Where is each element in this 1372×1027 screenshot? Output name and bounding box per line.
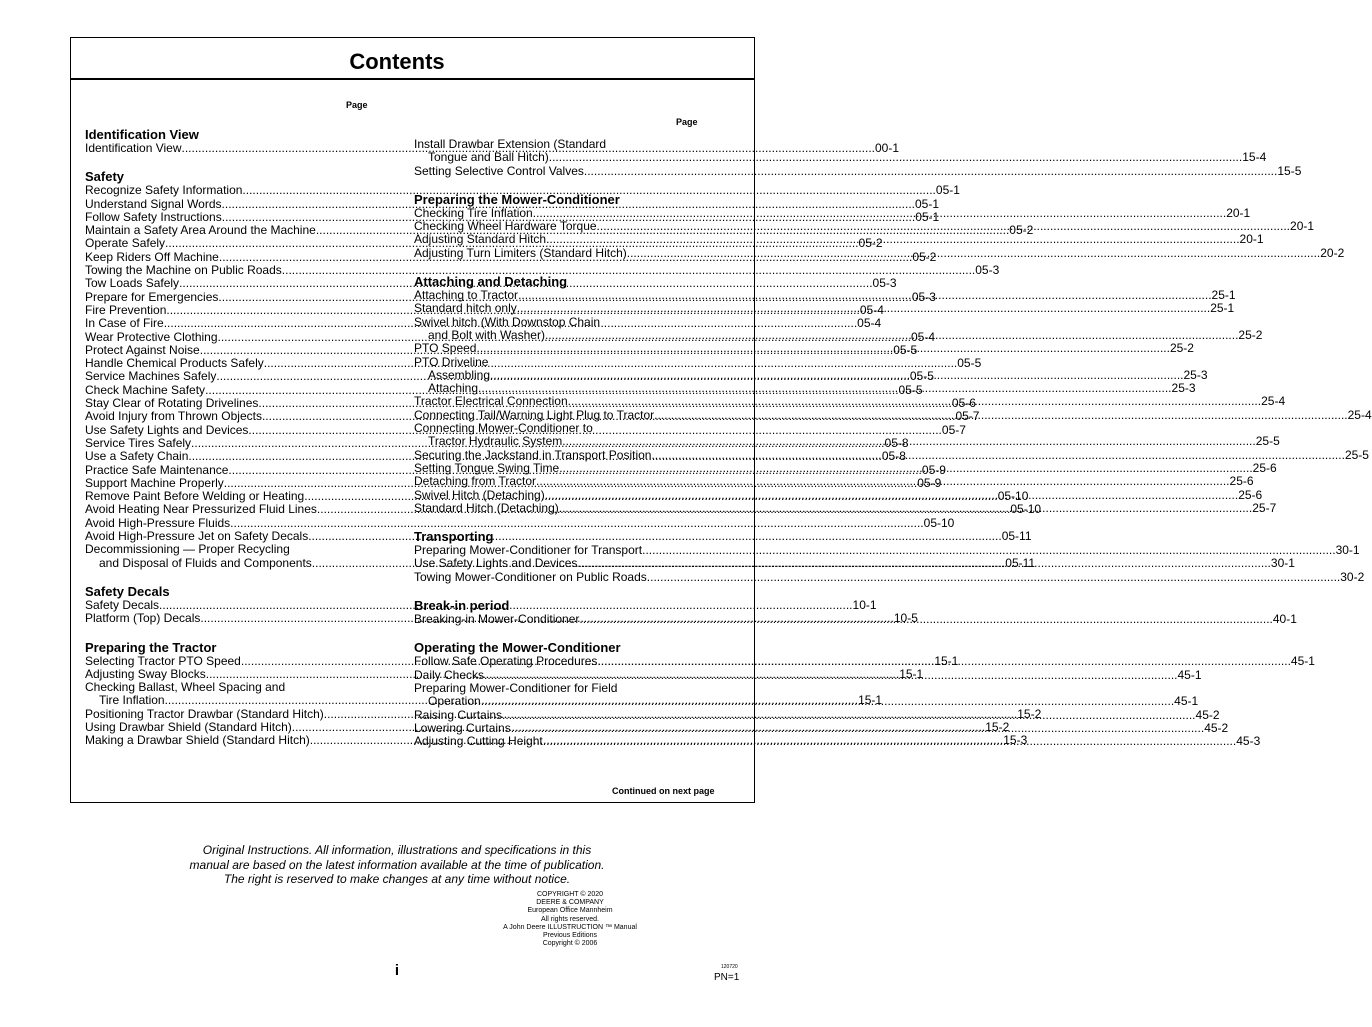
- copyright-line: Copyright © 2006: [542, 940, 598, 948]
- toc-entry-page: 05-9: [921, 462, 946, 477]
- toc-entry-page: 25-2: [1238, 327, 1263, 342]
- dot-leader: [502, 706, 1195, 722]
- toc-entry-page: 05-1: [915, 196, 940, 211]
- dot-leader: [568, 395, 1261, 411]
- toc-entry-label: Use a Safety Chain: [85, 449, 189, 464]
- notice-line: The right is reserved to make changes at any time without notice.: [223, 872, 571, 886]
- copyright-line: European Office Mannheim: [527, 907, 613, 915]
- toc-entry-label: Attaching to Tractor: [414, 288, 519, 303]
- toc-entry[interactable]: [414, 316, 700, 329]
- toc-entry-label: Making a Drawbar Shield (Standard Hitch): [85, 733, 310, 748]
- toc-entry-page: 05-7: [955, 409, 980, 424]
- toc-entry-page: 25-4: [1261, 394, 1286, 409]
- dot-leader: [559, 502, 1252, 515]
- toc-entry-page: 10-5: [893, 611, 918, 626]
- toc-entry[interactable]: [85, 515, 955, 530]
- toc-entry-page: 20-1: [1290, 219, 1315, 234]
- toc-entry-page: 25-1: [1211, 288, 1236, 303]
- doc-code: 120720: [721, 964, 738, 970]
- toc-entry-label: PTO Driveline: [414, 354, 489, 369]
- toc-entry-page: 15-1: [934, 653, 959, 668]
- toc-entry[interactable]: [414, 356, 700, 369]
- toc-entry-label: Avoid High-Pressure Fluids: [85, 515, 231, 530]
- toc-entry-label: Avoid High-Pressure Jet on Safety Decals: [85, 529, 309, 544]
- toc-entry-label: Follow Safe Operating Procedures: [414, 654, 598, 669]
- dot-leader: [518, 289, 1211, 302]
- toc-entry-label: Checking Wheel Hardware Torque: [414, 219, 597, 234]
- toc-entry[interactable]: [414, 163, 1302, 178]
- toc-entry-label: Selecting Tractor PTO Speed: [85, 653, 241, 668]
- toc-entry-page: 05-5: [909, 369, 934, 384]
- toc-entry-label: Swivel Hitch (Detaching): [414, 487, 545, 502]
- toc-entry-page: 05-11: [1005, 555, 1036, 570]
- toc-entry-page: 05-10: [923, 515, 955, 530]
- toc-entry[interactable]: [414, 569, 1365, 584]
- toc-entry-page: 05-4: [910, 329, 936, 344]
- dot-leader: [536, 475, 1229, 488]
- toc-entry-page: 00-1: [874, 141, 900, 155]
- dot-leader: [647, 571, 1340, 584]
- toc-entry-label: Tongue and Ball Hitch): [428, 150, 549, 165]
- toc-entry-page: 25-6: [1229, 474, 1254, 489]
- dot-leader: [579, 613, 1272, 626]
- toc-entry-label: Handle Chemical Products Safely: [85, 356, 264, 371]
- toc-entry-label: Swivel hitch (With Downstop Chain: [414, 314, 601, 329]
- toc-entry-label: Setting Selective Control Valves: [414, 163, 584, 178]
- notice-line: manual are based on the latest information available at the time of publication.: [189, 857, 605, 872]
- dot-leader: [533, 207, 1226, 220]
- section-title[interactable]: Break-in period: [414, 598, 510, 614]
- toc-entry-page: 15-2: [985, 719, 1010, 734]
- toc-entry-page: 05-1: [915, 209, 940, 224]
- dot-leader: [490, 369, 1183, 382]
- toc-entry-page: 25-6: [1238, 487, 1263, 502]
- toc-entry-page: 30-2: [1340, 569, 1365, 584]
- toc-entry-page: 45-2: [1195, 707, 1220, 722]
- toc-entry-label: Check Machine Safety: [85, 382, 206, 397]
- toc-entry-label: Raising Curtains: [414, 707, 503, 722]
- section-title[interactable]: Preparing the Mower-Conditioner: [414, 191, 620, 207]
- toc-entry-page: 05-5: [893, 342, 918, 357]
- toc-entry[interactable]: [414, 422, 700, 435]
- toc-entry-label: Use Safety Lights and Devices: [414, 556, 578, 571]
- toc-entry-page: 25-4: [1347, 407, 1372, 422]
- dot-leader: [597, 220, 1290, 233]
- toc-entry-label: Operation: [428, 694, 481, 709]
- section-title[interactable]: Safety: [85, 169, 125, 185]
- toc-entry-label: Wear Protective Clothing: [85, 329, 218, 344]
- section-title[interactable]: Attaching and Detaching: [414, 274, 568, 290]
- toc-entry-label: Operate Safely: [85, 236, 166, 251]
- toc-entry-label: Stay Clear of Rotating Drivelines: [85, 396, 259, 411]
- copyright-line: All rights reserved.: [541, 915, 599, 923]
- toc-entry-label: Daily Checks: [414, 667, 485, 682]
- toc-entry-page: 05-1: [935, 183, 960, 198]
- toc-entry-page: 05-11: [1001, 529, 1032, 544]
- dot-leader: [584, 165, 1277, 178]
- left-page-label: Page: [346, 100, 368, 110]
- toc-entry-label: Recognize Safety Information: [85, 183, 243, 198]
- dot-leader: [545, 329, 1238, 342]
- toc-entry[interactable]: [85, 263, 1000, 278]
- continued-note: Continued on next page: [612, 786, 715, 796]
- toc-entry-label: Tire Inflation: [99, 693, 165, 708]
- toc-entry-label: Tractor Hydraulic System: [428, 434, 563, 449]
- toc-entry-page: 30-1: [1270, 556, 1295, 571]
- toc-entry-page: 20-1: [1226, 205, 1251, 220]
- toc-entry-page: 45-1: [1174, 694, 1199, 709]
- toc-entry-page: 25-3: [1183, 367, 1208, 382]
- toc-entry-page: 15-1: [899, 666, 924, 681]
- toc-entry-label: Connecting Mower-Conditioner to: [414, 421, 593, 436]
- copyright-block: [470, 891, 670, 948]
- toc-entry-page: 05-6: [951, 396, 976, 411]
- toc-entry-page: 25-3: [1171, 381, 1196, 396]
- toc-entry-label: Checking Tire Inflation: [414, 205, 533, 220]
- toc-entry-label: Protect Against Noise: [85, 342, 200, 357]
- toc-entry-page: 30-1: [1335, 543, 1360, 558]
- toc-entry-label: Identification View: [85, 141, 182, 155]
- toc-entry-label: Decommissioning — Proper Recycling: [85, 542, 290, 557]
- toc-entry-label: Adjusting Sway Blocks: [85, 666, 206, 681]
- toc-entry-label: Standard hitch only: [414, 301, 517, 316]
- toc-entry-page: 05-9: [917, 475, 942, 490]
- toc-entry-page: 05-3: [872, 276, 897, 291]
- toc-entry-label: Adjusting Cutting Height: [414, 734, 543, 749]
- toc-entry-page: 10-1: [852, 597, 877, 612]
- toc-entry-label: Assembling: [428, 367, 491, 382]
- dot-leader: [654, 409, 1347, 422]
- toc-entry-label: Securing the Jackstand in Transport Position: [414, 447, 652, 462]
- dot-leader: [517, 302, 1210, 315]
- toc-entry-label: Tractor Electrical Connection: [414, 394, 568, 409]
- pn-label: PN=1: [714, 972, 740, 983]
- dot-leader: [484, 666, 1177, 682]
- toc-entry-label: Using Drawbar Shield (Standard Hitch): [85, 719, 292, 734]
- toc-entry-label: Lowering Curtains: [414, 720, 511, 735]
- toc-entry-page: 25-5: [1255, 434, 1280, 449]
- toc-entry-label: Checking Ballast, Wheel Spacing and: [85, 680, 286, 695]
- dot-leader: [651, 449, 1344, 462]
- section-title[interactable]: Operating the Mower-Conditioner: [414, 640, 621, 656]
- right-page-label: Page: [676, 117, 698, 127]
- section-title[interactable]: Identification View: [85, 127, 199, 142]
- toc-entry-page: 05-4: [859, 302, 884, 317]
- section-title[interactable]: Preparing the Tractor: [85, 639, 217, 655]
- toc-entry[interactable]: [414, 150, 1267, 165]
- page-title: Contents: [349, 49, 445, 74]
- toc-entry-label: Towing Mower-Conditioner on Public Roads: [414, 569, 647, 584]
- toc-entry-page: 40-1: [1272, 612, 1297, 627]
- toc-entry[interactable]: [414, 138, 700, 151]
- toc-entry-label: Tow Loads Safely: [85, 276, 180, 291]
- toc-entry-page: 05-8: [881, 449, 906, 464]
- toc-entry-label: Adjusting Standard Hitch: [414, 232, 547, 247]
- dot-leader: [476, 342, 1169, 355]
- notice-line: Original Instructions. All information, illustrations and specifications in this: [202, 843, 592, 857]
- toc-entry-label: Preparing Mower-Conditioner for Field: [414, 680, 618, 695]
- toc-entry-label: Attaching: [428, 381, 479, 396]
- toc-entry-page: 05-2: [858, 236, 883, 251]
- section-title[interactable]: Safety Decals: [85, 583, 170, 599]
- toc-entry-label: Breaking-in Mower-Conditioner: [414, 612, 580, 627]
- toc-entry-label: Maintain a Safety Area Around the Machine: [85, 223, 316, 238]
- toc-entry-page: 05-2: [912, 249, 937, 264]
- toc-entry-label: Avoid Injury from Thrown Objects: [85, 409, 262, 424]
- toc-entry-label: Understand Signal Words: [85, 196, 222, 211]
- toc-entry-label: Service Machines Safely: [85, 369, 217, 384]
- toc-entry[interactable]: [414, 682, 700, 695]
- toc-entry[interactable]: [85, 681, 371, 694]
- toc-entry-page: 25-5: [1344, 447, 1369, 462]
- toc-entry-label: Avoid Heating Near Pressurized Fluid Lines: [85, 502, 317, 517]
- dot-leader: [549, 151, 1242, 164]
- copyright-line: Previous Editions: [542, 932, 598, 940]
- toc-entry-label: Connecting Tail/Warning Light Plug to Tractor: [414, 407, 655, 422]
- toc-entry-page: 25-1: [1210, 301, 1235, 316]
- dot-leader: [511, 719, 1204, 735]
- toc-entry-label: Adjusting Turn Limiters (Standard Hitch): [414, 245, 627, 260]
- toc-entry-label: Preparing Mower-Conditioner for Transport: [414, 543, 643, 558]
- toc-entry-label: Positioning Tractor Drawbar (Standard Hitch): [85, 706, 324, 721]
- toc-entry-page: 45-1: [1290, 654, 1315, 669]
- toc-entry-label: Use Safety Lights and Devices: [85, 422, 249, 437]
- toc-entry[interactable]: [85, 543, 371, 556]
- dot-leader: [545, 489, 1238, 502]
- toc-entry-label: Towing the Machine on Public Roads: [85, 263, 282, 278]
- toc-entry-label: and Disposal of Fluids and Components: [99, 555, 312, 570]
- toc-entry-page: 05-10: [1010, 502, 1042, 517]
- toc-entry-label: Standard Hitch (Detaching): [414, 500, 559, 515]
- legal-notice: [0, 843, 794, 887]
- toc-entry-label: Setting Tongue Swing Time: [414, 460, 560, 475]
- dot-leader: [478, 382, 1171, 395]
- toc-entry-label: Service Tires Safely: [85, 435, 192, 450]
- toc-entry-page: 15-1: [858, 693, 883, 708]
- copyright-line: COPYRIGHT © 2020: [536, 891, 604, 898]
- toc-entry-page: 05-3: [911, 289, 936, 304]
- toc-entry-page: 15-5: [1277, 163, 1302, 178]
- page-number: i: [394, 962, 400, 979]
- toc-entry-page: 45-2: [1204, 720, 1229, 735]
- toc-entry-page: 45-1: [1177, 667, 1202, 682]
- toc-entry-label: PTO Speed: [414, 341, 477, 356]
- dot-leader: [559, 462, 1252, 475]
- toc-entry-page: 20-1: [1239, 232, 1264, 247]
- toc-entry-label: Follow Safety Instructions: [85, 209, 222, 224]
- toc-entry[interactable]: [85, 183, 960, 198]
- toc-entry-page: 05-3: [975, 263, 1000, 278]
- toc-entry-page: 05-10: [997, 489, 1029, 504]
- toc-entry-label: Prepare for Emergencies: [85, 289, 219, 304]
- toc-entry-page: 05-2: [1009, 223, 1034, 238]
- toc-entry-page: 15-4: [1242, 150, 1267, 165]
- toc-entry-label: Safety Decals: [85, 597, 160, 612]
- copyright-line: A John Deere ILLUSTRUCTION ™ Manual: [503, 923, 637, 931]
- toc-entry-label: Install Drawbar Extension (Standard: [414, 137, 607, 151]
- toc-entry-label: Keep Riders Off Machine: [85, 249, 219, 264]
- toc-entry-label: Detaching from Tractor: [414, 474, 537, 489]
- dot-leader: [481, 695, 1174, 708]
- dot-leader: [642, 544, 1335, 557]
- toc-entry-page: 15-3: [1003, 733, 1028, 748]
- toc-entry-label: In Case of Fire: [85, 316, 164, 331]
- toc-entry-label: and Bolt with Washer): [428, 327, 545, 342]
- toc-entry-page: 05-8: [884, 435, 909, 450]
- toc-entry-label: Platform (Top) Decals: [85, 611, 201, 626]
- toc-entry-page: 15-2: [1017, 706, 1042, 721]
- toc-entry-page: 25-7: [1252, 500, 1277, 515]
- toc-entry-page: 20-2: [1320, 245, 1345, 260]
- dot-leader: [577, 557, 1270, 570]
- copyright-line: DEERE & COMPANY: [536, 899, 604, 907]
- toc-entry-page: 05-5: [898, 382, 923, 397]
- toc-entry-page: 45-3: [1236, 734, 1261, 749]
- toc-entry-page: 05-4: [857, 316, 882, 331]
- toc-entry-label: Practice Safe Maintenance: [85, 462, 229, 477]
- toc-entry-page: 25-2: [1169, 341, 1194, 356]
- dot-leader: [597, 655, 1290, 668]
- toc-entry-label: Fire Prevention: [85, 302, 167, 317]
- toc-entry-page: 05-5: [957, 356, 982, 371]
- toc-entry-label: Remove Paint Before Welding or Heating: [85, 489, 305, 504]
- dot-leader: [562, 435, 1255, 448]
- dot-leader: [543, 735, 1236, 748]
- toc-entry-page: 05-7: [941, 422, 966, 437]
- toc-entry-page: 25-6: [1252, 460, 1277, 475]
- toc-entry-label: Support Machine Properly: [85, 475, 224, 490]
- dot-leader: [627, 247, 1320, 260]
- toc-entry[interactable]: [414, 543, 1360, 558]
- dot-leader: [546, 233, 1239, 246]
- section-title[interactable]: Transporting: [414, 529, 494, 545]
